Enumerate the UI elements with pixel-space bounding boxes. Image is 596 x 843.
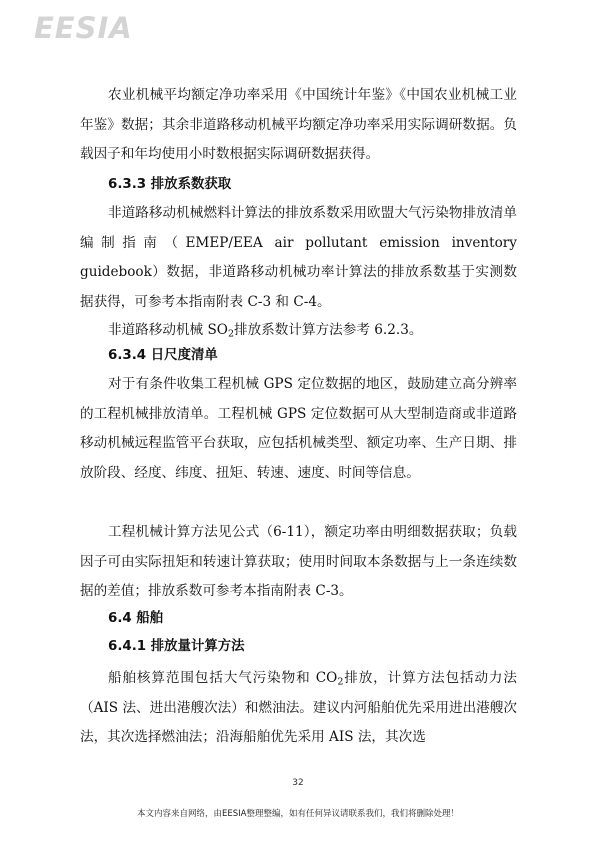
heading-6-3-4: 6.3.4 日尺度清单 — [108, 348, 218, 363]
paragraph-emission-factors: 非道路移动机械燃料计算法的排放系数采用欧盟大气污染物排放清单编制指南（EMEP/EEA air pollutant emission inventory guidebook）数据，非道路移动机械功率计算法的排放系数基于实测数据获得，可参考本指南附表 C-3 和 C-4。 — [80, 205, 517, 310]
eesia-logo: EESIA — [34, 11, 133, 45]
so2-text-before: 非道路移动机械 SO — [108, 322, 228, 338]
ship-text-before: 船舶核算范围包括大气污染物和 CO — [108, 670, 338, 686]
ship-text-after: 排放，计算方法包括动力法（AIS 法、进出港艘次法）和燃油法。建议内河船舶优先采用进出港艘次法，其次选择燃油法；沿海船舶优先采用 AIS 法，其次选 — [80, 670, 517, 746]
paragraph-calculation-method: 工程机械计算方法见公式（6-11），额定功率由明细数据获取；负载因子可由实际扭矩和转速计算获取；使用时间取本条数据与上一条连续数据的差值；排放系数可参考本指南附表 C-3。 — [80, 524, 517, 600]
co2-subscript: 2 — [337, 676, 344, 688]
so2-subscript: 2 — [227, 328, 234, 340]
paragraph-so2-method — [80, 320, 517, 340]
so2-text-after: 排放系数计算方法参考 6.2.3。 — [234, 322, 423, 338]
paragraph-gps-inventory: 对于有条件收集工程机械 GPS 定位数据的地区，鼓励建立高分辨率的工程机械排放清单。工程机械 GPS 定位数据可从大型制造商或非道路移动机械远程监管平台获取，应包括机械类型、额定功率、生产日期、排放阶段、经度、纬度、扭矩、转速、速度、时间等信息。 — [80, 376, 517, 481]
page-number: 32 — [292, 778, 304, 788]
footer-disclaimer: 本文内容来自网络，由EESIA整理整编，如有任何异议请联系我们，我们将删除处理！ — [137, 809, 459, 819]
heading-6-4: 6.4 船舶 — [108, 611, 164, 626]
heading-6-3-3: 6.3.3 排放系数获取 — [108, 177, 232, 192]
heading-6-4-1: 6.4.1 排放量计算方法 — [108, 639, 245, 654]
paragraph-ship-scope — [80, 664, 517, 753]
paragraph-agri-power: 农业机械平均额定净功率采用《中国统计年鉴》《中国农业机械工业年鉴》数据；其余非道路移动机械平均额定净功率采用实际调研数据。负载因子和年均使用小时数根据实际调研数据获得。 — [80, 87, 517, 163]
